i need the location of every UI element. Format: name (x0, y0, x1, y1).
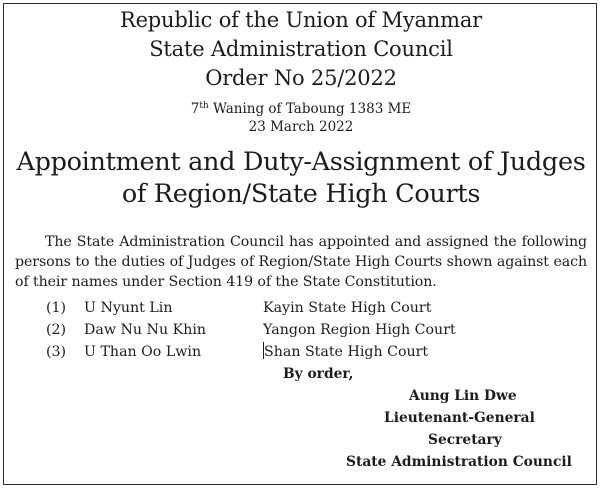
lunar-day-number: 7 (190, 101, 200, 117)
judge-name: U Than Oo Lwin (84, 344, 202, 360)
country-name: Republic of the Union of Myanmar (119, 8, 483, 32)
lunar-date-rest: Waning of Taboung 1383 ME (208, 101, 412, 117)
court-name-with-cursor (263, 341, 428, 363)
court-name: Shan State High Court (264, 344, 429, 360)
signatory-rank: Lieutenant-General (384, 410, 535, 426)
appointment-row (0, 319, 602, 341)
court-name: Yangon Region High Court (263, 322, 456, 338)
court-name: Kayin State High Court (263, 300, 432, 316)
appointment-number: (1) (46, 300, 67, 316)
body-paragraph (15, 232, 587, 292)
lunar-date (0, 101, 602, 117)
judge-name: Daw Nu Nu Khin (84, 322, 207, 338)
order-title-line-2: of Region/State High Courts (121, 179, 481, 209)
by-order-label: By order, (283, 366, 354, 382)
council-name: State Administration Council (149, 37, 453, 61)
body-paragraph-text: The State Administration Council has appointed and assigned the following persons to the duties of Judges of Region/State High Courts shown against each of their names under Section 419 of the State Constitution. (15, 234, 587, 290)
gregorian-date: 23 March 2022 (248, 119, 354, 135)
signatory-organization: State Administration Council (346, 454, 572, 470)
order-title-line-1: Appointment and Duty-Assignment of Judges (16, 147, 586, 177)
judge-name: U Nyunt Lin (84, 300, 173, 316)
signatory-position: Secretary (428, 432, 502, 448)
appointment-row (0, 341, 602, 363)
signatory-name: Aung Lin Dwe (409, 388, 517, 404)
appointment-number: (2) (46, 322, 67, 338)
order-number: Order No 25/2022 (205, 66, 397, 90)
lunar-day-suffix: th (199, 101, 209, 111)
appointment-number: (3) (46, 344, 67, 360)
appointment-row (0, 297, 602, 319)
